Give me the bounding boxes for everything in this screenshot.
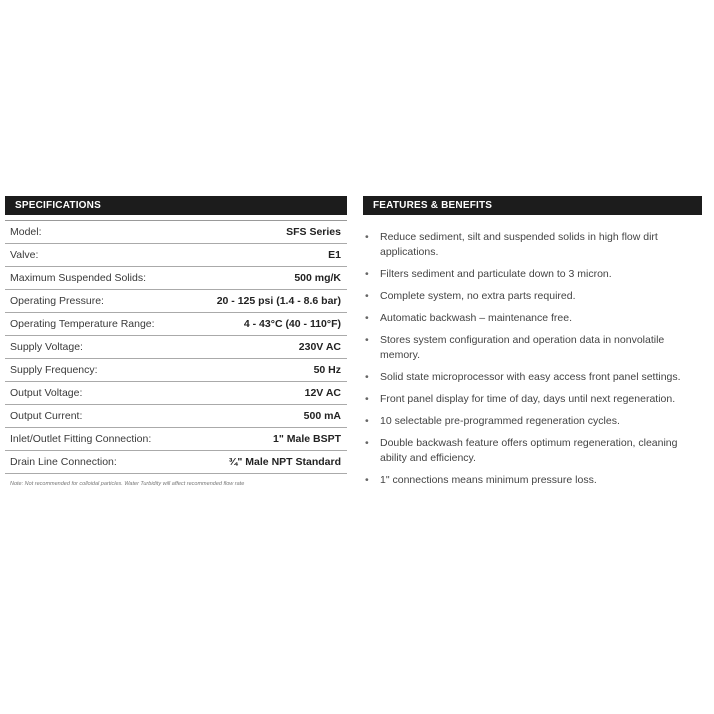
bullet-icon: • <box>365 290 369 302</box>
spec-row <box>5 221 347 244</box>
specifications-header: SPECIFICATIONS <box>5 196 347 215</box>
specifications-note: Note: Not recommended for colloidal particles. Water Turbidity will affect recommended flow rate <box>10 481 245 487</box>
spec-row <box>5 313 347 336</box>
feature-text: Reduce sediment, silt and suspended solids in high flow dirt applications. <box>380 231 658 258</box>
features-header: FEATURES & BENEFITS <box>363 196 702 215</box>
feature-text: 1" connections means minimum pressure loss. <box>380 474 597 486</box>
spec-label: Supply Voltage: <box>10 341 83 353</box>
feature-text: Front panel display for time of day, days until next regeneration. <box>380 393 676 405</box>
spec-label: Operating Temperature Range: <box>10 318 155 330</box>
spec-row <box>5 336 347 359</box>
feature-text: Double backwash feature offers optimum regeneration, cleaning ability and efficiency. <box>380 437 678 464</box>
list-item <box>363 333 702 363</box>
feature-text: Solid state microprocessor with easy access front panel settings. <box>380 371 681 383</box>
spec-label: Supply Frequency: <box>10 364 98 376</box>
spec-label: Drain Line Connection: <box>10 456 117 468</box>
bullet-icon: • <box>365 371 369 383</box>
spec-value: 12V AC <box>304 387 341 399</box>
spec-row <box>5 451 347 474</box>
list-item <box>363 289 702 304</box>
bullet-icon: • <box>365 437 369 449</box>
spec-value: 4 - 43°C (40 - 110°F) <box>243 318 341 330</box>
spec-value: 1" Male BSPT <box>273 433 341 445</box>
features-panel <box>363 196 702 495</box>
list-item <box>363 370 702 385</box>
list-item <box>363 414 702 429</box>
features-list <box>363 230 702 488</box>
bullet-icon: • <box>365 474 369 486</box>
bullet-icon: • <box>365 393 369 405</box>
specifications-panel <box>5 196 347 487</box>
feature-text: Filters sediment and particulate down to 3 micron. <box>380 268 612 280</box>
spec-value: 230V AC <box>298 341 341 353</box>
bullet-icon: • <box>365 268 369 280</box>
spec-value: SFS Series <box>286 226 341 238</box>
spec-label: Model: <box>10 226 42 238</box>
spec-value: 50 Hz <box>313 364 341 376</box>
spec-value: 500 mA <box>303 410 341 422</box>
spec-row <box>5 405 347 428</box>
list-item <box>363 267 702 282</box>
spec-label: Operating Pressure: <box>10 295 104 307</box>
spec-label: Inlet/Outlet Fitting Connection: <box>10 433 152 445</box>
spec-row <box>5 244 347 267</box>
feature-text: 10 selectable pre-programmed regeneration cycles. <box>380 415 620 427</box>
spec-row <box>5 428 347 451</box>
spec-label: Valve: <box>10 249 39 261</box>
spec-label: Maximum Suspended Solids: <box>10 272 146 284</box>
list-item <box>363 230 702 260</box>
list-item <box>363 436 702 466</box>
list-item <box>363 311 702 326</box>
bullet-icon: • <box>365 334 369 346</box>
spec-row <box>5 267 347 290</box>
spec-value: E1 <box>328 249 341 261</box>
spec-row <box>5 359 347 382</box>
spec-value: 20 - 125 psi (1.4 - 8.6 bar) <box>216 295 341 307</box>
spec-row <box>5 382 347 405</box>
spec-value: ¾" Male NPT Standard <box>228 456 341 468</box>
spec-row <box>5 290 347 313</box>
specifications-table <box>5 220 347 474</box>
bullet-icon: • <box>365 415 369 427</box>
bullet-icon: • <box>365 312 369 324</box>
spec-label: Output Current: <box>10 410 83 422</box>
spec-label: Output Voltage: <box>10 387 83 399</box>
spec-value: 500 mg/K <box>294 272 341 284</box>
list-item <box>363 473 702 488</box>
list-item <box>363 392 702 407</box>
feature-text: Stores system configuration and operation data in nonvolatile memory. <box>380 334 665 361</box>
bullet-icon: • <box>365 231 369 243</box>
feature-text: Automatic backwash – maintenance free. <box>380 312 573 324</box>
feature-text: Complete system, no extra parts required. <box>380 290 576 302</box>
